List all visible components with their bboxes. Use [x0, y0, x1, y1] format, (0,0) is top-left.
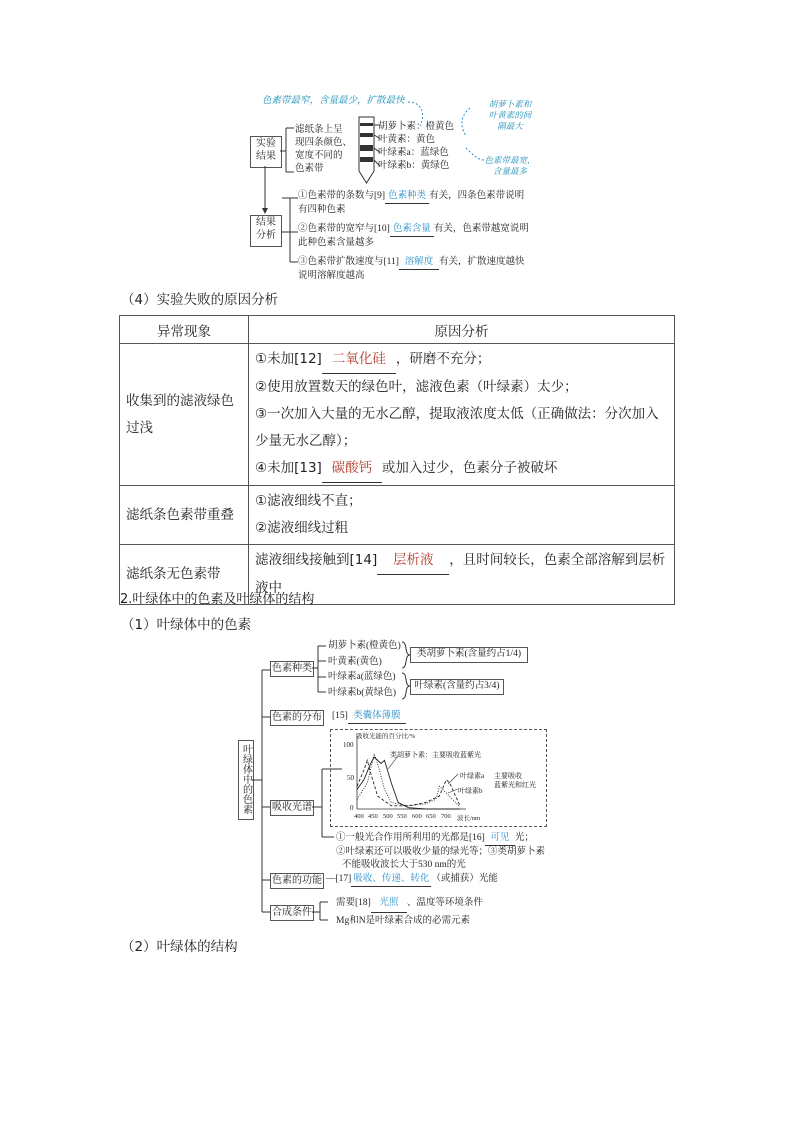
chlorophyll-group: 叶绿素(含量约占3/4): [410, 679, 504, 695]
table-row: [120, 344, 675, 486]
table-header: 原因分析: [249, 316, 675, 344]
node-absorption: 吸收光谱: [270, 800, 314, 816]
table-row: [120, 486, 675, 545]
distribution-text: [15] 类囊体薄膜: [332, 710, 406, 724]
section-2-2-title: （2）叶绿体的结构: [121, 939, 238, 955]
result-box: 实验 结果: [250, 136, 282, 168]
node-distribution: 色素的分布: [270, 710, 324, 726]
note-narrowest: 色素带最窄，含量最少，扩散最快: [262, 96, 405, 106]
function-text: —[17] 吸收、传递、转化 （或捕获）光能: [326, 873, 498, 887]
failure-analysis-table: [119, 315, 675, 605]
label-leader: [448, 774, 458, 784]
label-carotenoid: 类胡萝卜素：主要吸收蓝紫光: [390, 751, 481, 759]
cause-cell: ①滤液细线不直； ②滤液细线过粗: [249, 486, 675, 545]
node-synthesis: 合成条件: [270, 905, 314, 921]
result-desc: 滤纸条上呈 现四条颜色、 宽度不同的 色素带: [295, 125, 353, 174]
cause-cell: ①未加[12] 二氧化硅 ，研磨不充分； ②使用放置数天的绿色叶，滤液色素（叶绿素）太少； ③一次加入大量的无水乙醇，提取液浓度太低（正确做法：分次加入少量无水乙醇）； ④未加[13] 碳酸钙 或加入过少，色素分子被破坏: [249, 344, 675, 486]
node-pigment-types: 色素种类: [270, 661, 314, 677]
series-line-3: [357, 754, 460, 807]
section-2-title: 2.叶绿体中的色素及叶绿体的结构: [120, 592, 315, 607]
note-widest: 色素带最宽， 含量最多: [484, 155, 536, 176]
filter-paper-strip: [355, 115, 380, 185]
synthesis-bracket: [312, 894, 332, 926]
section-2-1-title: （1）叶绿体中的色素: [121, 617, 252, 633]
note-gap: 胡萝卜素和 叶黄素的间 隔最大: [488, 99, 532, 131]
band-labels: 胡萝卜素：橙黄色 叶黄素：黄色 叶绿素a：蓝绿色 叶绿素b：黄绿色: [378, 122, 455, 171]
synthesis-text: 需要[18] 光照 、温度等环境条件 Mg和N是叶绿素合成的必需元素: [336, 895, 483, 930]
label-chla: 叶绿素a: [460, 772, 485, 780]
chart-ylabel: 吸收光能的百分比/%: [356, 733, 416, 740]
pigment-type-list: 胡萝卜素(橙黄色) 叶黄素(黄色) 叶绿素a(蓝绿色) 叶绿素b(黄绿色): [328, 641, 401, 698]
carotenoid-group: 类胡萝卜素(含量约占1/4): [410, 647, 528, 663]
y-tick: 100: [343, 741, 354, 749]
table-header-row: [120, 316, 675, 344]
phenomenon-cell: 滤纸条无色素带: [120, 545, 249, 605]
analysis-item-2: ②色素带的宽窄与[10] 色素含量 有关，色素带越宽说明 此种色素含量越多: [298, 224, 529, 248]
label-chlb: 叶绿素b: [458, 787, 483, 795]
table-header: 异常现象: [120, 316, 249, 344]
analysis-list: [298, 190, 548, 283]
analysis-item-3: ③色素带扩散速度与[11] 溶解度 有关，扩散速度越快 说明溶解度越高: [298, 257, 525, 281]
label-chl-absorb: 主要吸收 蓝紫光和红光: [494, 772, 536, 789]
node-function: 色素的功能: [270, 873, 324, 889]
mindmap-root: 叶绿体中的色素: [238, 740, 254, 820]
phenomenon-cell: 滤纸条色素带重叠: [120, 486, 249, 545]
analysis-item-1: ①色素带的条数与[9] 色素种类 有关，四条色素带说明 有四种色素: [298, 191, 525, 215]
absorption-notes: ①一般光合作用所利用的光都是[16] 可见 光； ②叶绿素还可以吸收少量的绿光等；③类胡萝卜素 不能吸收波长大于530 nm的光: [336, 833, 546, 870]
analysis-box: 结果 分析: [250, 215, 282, 247]
series-line-2: [357, 760, 460, 806]
y-tick: 50: [347, 774, 354, 782]
phenomenon-cell: 收集到的滤液绿色过浅: [120, 344, 249, 486]
y-tick: 0: [350, 804, 354, 812]
cause-cell: 滤液细线接触到[14] 层析液 ，且时间较长，色素全部溶解到层析液中: [249, 545, 675, 605]
section-4-title: （4）实验失败的原因分析: [121, 292, 279, 308]
